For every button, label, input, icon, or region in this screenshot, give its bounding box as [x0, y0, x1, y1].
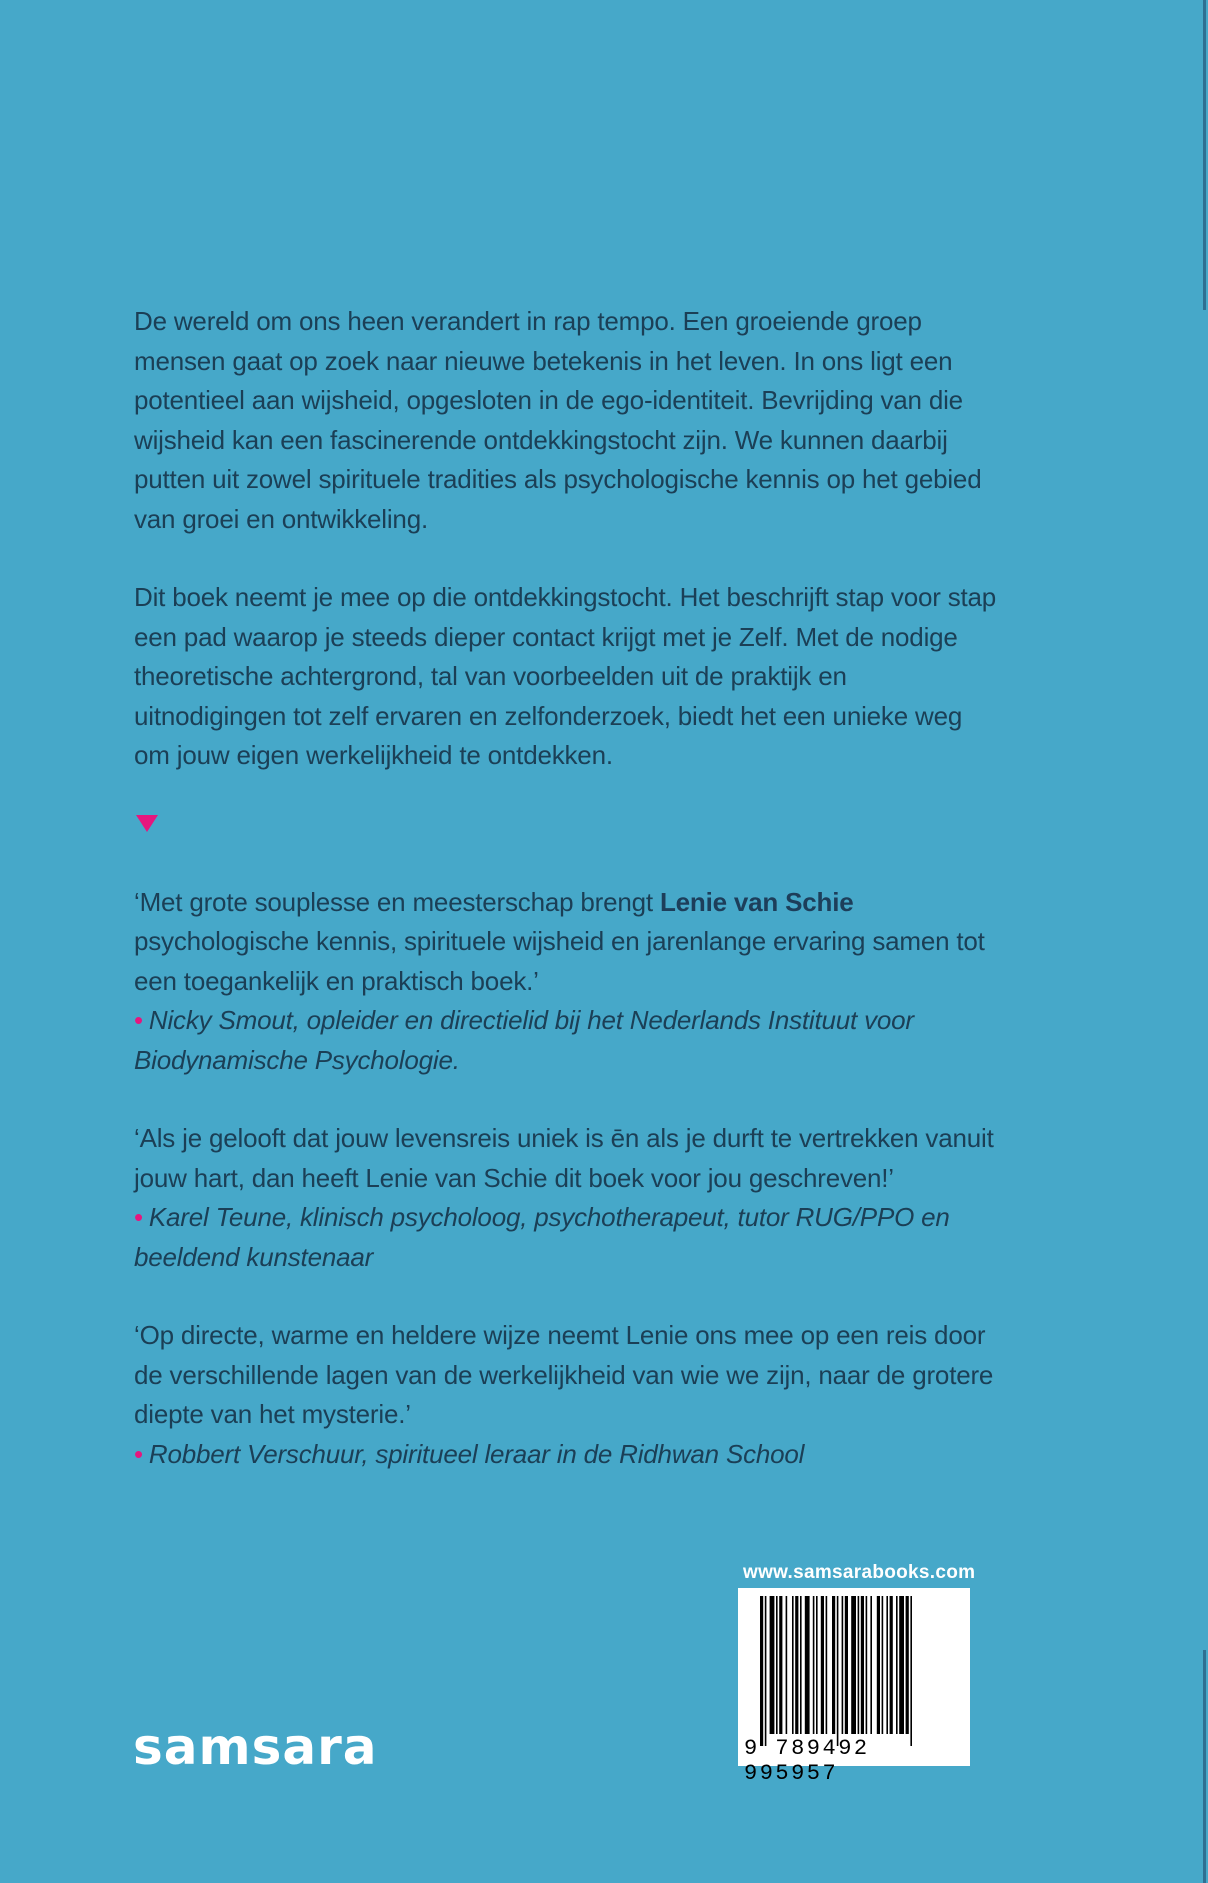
barcode-bar — [906, 1596, 909, 1734]
triangle-divider-icon — [136, 815, 158, 832]
barcode-bar — [858, 1596, 860, 1734]
blurb-paragraph-1: De wereld om ons heen verandert in rap tempo. Een groeiende groep mensen gaat op zoek naar nieuwe betekenis in het leven. In ons ligt een potentieel aan wijsheid, opgesloten in de ego-identiteit. Bevrijding van die wijsheid kan een fascinerende ontdekkingstocht zijn. We kunnen daarbij putten uit zowel spirituele tradities als psychologische kennis op het gebied van groei en ontwikkeling. — [134, 306, 982, 534]
samsara-logo: samsara — [133, 1718, 378, 1776]
spine-edge-line-bottom — [1203, 1650, 1206, 1883]
barcode-bar — [770, 1596, 775, 1734]
barcode-bar — [837, 1596, 839, 1746]
author-name: Lenie van Schie — [659, 886, 854, 917]
barcode-bar — [861, 1596, 864, 1734]
barcode-bar — [776, 1596, 778, 1734]
barcode-bar — [816, 1596, 818, 1734]
barcode-bar — [805, 1596, 810, 1734]
barcode-bar — [882, 1596, 884, 1734]
barcode-bar — [851, 1596, 856, 1734]
barcode-bar — [765, 1596, 767, 1746]
barcode-bar — [779, 1596, 782, 1734]
barcode-bar — [896, 1596, 898, 1734]
barcode-bar — [795, 1596, 798, 1734]
bullet-icon: • — [134, 1005, 143, 1035]
review-quote-3 — [134, 1316, 1004, 1474]
quote-text: ‘Met grote souplesse en meesterschap brengt Lenie van Schie psychologische kennis, spirituele wijsheid en jarenlange ervaring samen tot een toegankelijk en praktisch boek.’ — [134, 886, 985, 996]
spine-edge-line — [1203, 0, 1206, 310]
quote-attribution: • Robbert Verschuur, spiritueel leraar in de Ridhwan School — [134, 1438, 805, 1469]
barcode-bar — [870, 1596, 872, 1734]
barcode-bar — [910, 1596, 912, 1746]
bullet-icon: • — [134, 1438, 143, 1469]
quote-text: ‘Op directe, warme en heldere wijze neemt Lenie ons mee op een reis door de verschillende lagen van de werkelijkheid van wie we zijn, naar de grotere diepte van het mysterie.’ — [134, 1320, 994, 1429]
barcode-bar — [832, 1596, 835, 1734]
barcode-bar — [866, 1596, 868, 1734]
publisher-website: www.samsarabooks.com — [743, 1562, 976, 1583]
review-quote-1 — [134, 883, 1004, 1081]
blurb-paragraph-2: Dit boek neemt je mee op die ontdekkingstocht. Het beschrijft stap voor stap een pad waarop je steeds dieper contact krijgt met je Zelf. Met de nodige theoretische achtergrond, tal van voorbeelden uit de praktijk en uitnodigingen tot zelf ervaren en zelfonderzoek, biedt het een unieke weg om jouw eigen werkelijkheid te ontdekken. — [134, 582, 997, 770]
cover-text — [134, 302, 1004, 1513]
isbn-number: 9 789492 995957 — [744, 1736, 870, 1786]
barcode-bar — [813, 1596, 815, 1734]
barcode-bar — [786, 1596, 788, 1734]
isbn-barcode — [738, 1588, 970, 1786]
barcode-bar — [842, 1596, 844, 1734]
review-quote-2 — [134, 1119, 1004, 1277]
barcode-bar — [899, 1596, 904, 1734]
barcode-bar — [890, 1596, 893, 1734]
quote-attribution: • Karel Teune, klinisch psycholoog, psychotherapeut, tutor RUG/PPO en beeldend kunstenaar — [134, 1202, 950, 1272]
barcode-bar — [886, 1596, 888, 1734]
barcode-bar — [821, 1596, 824, 1734]
barcode-bar — [877, 1596, 880, 1734]
quote-text: ‘Als je gelooft dat jouw levensreis uniek is ēn als je durft te vertrekken vanuit jouw hart, dan heeft Lenie van Schie dit boek voor jou geschreven!’ — [134, 1123, 994, 1193]
barcode-bar — [845, 1596, 848, 1734]
barcode-bar — [792, 1596, 794, 1734]
barcode-bar — [826, 1596, 828, 1734]
barcode-bar — [800, 1596, 802, 1734]
bullet-icon: • — [134, 1202, 143, 1232]
quote-attribution: • Nicky Smout, opleider en directielid bij het Nederlands Instituut voor Biodynamische Psychologie. — [134, 1005, 914, 1075]
barcode-bar — [760, 1596, 763, 1746]
